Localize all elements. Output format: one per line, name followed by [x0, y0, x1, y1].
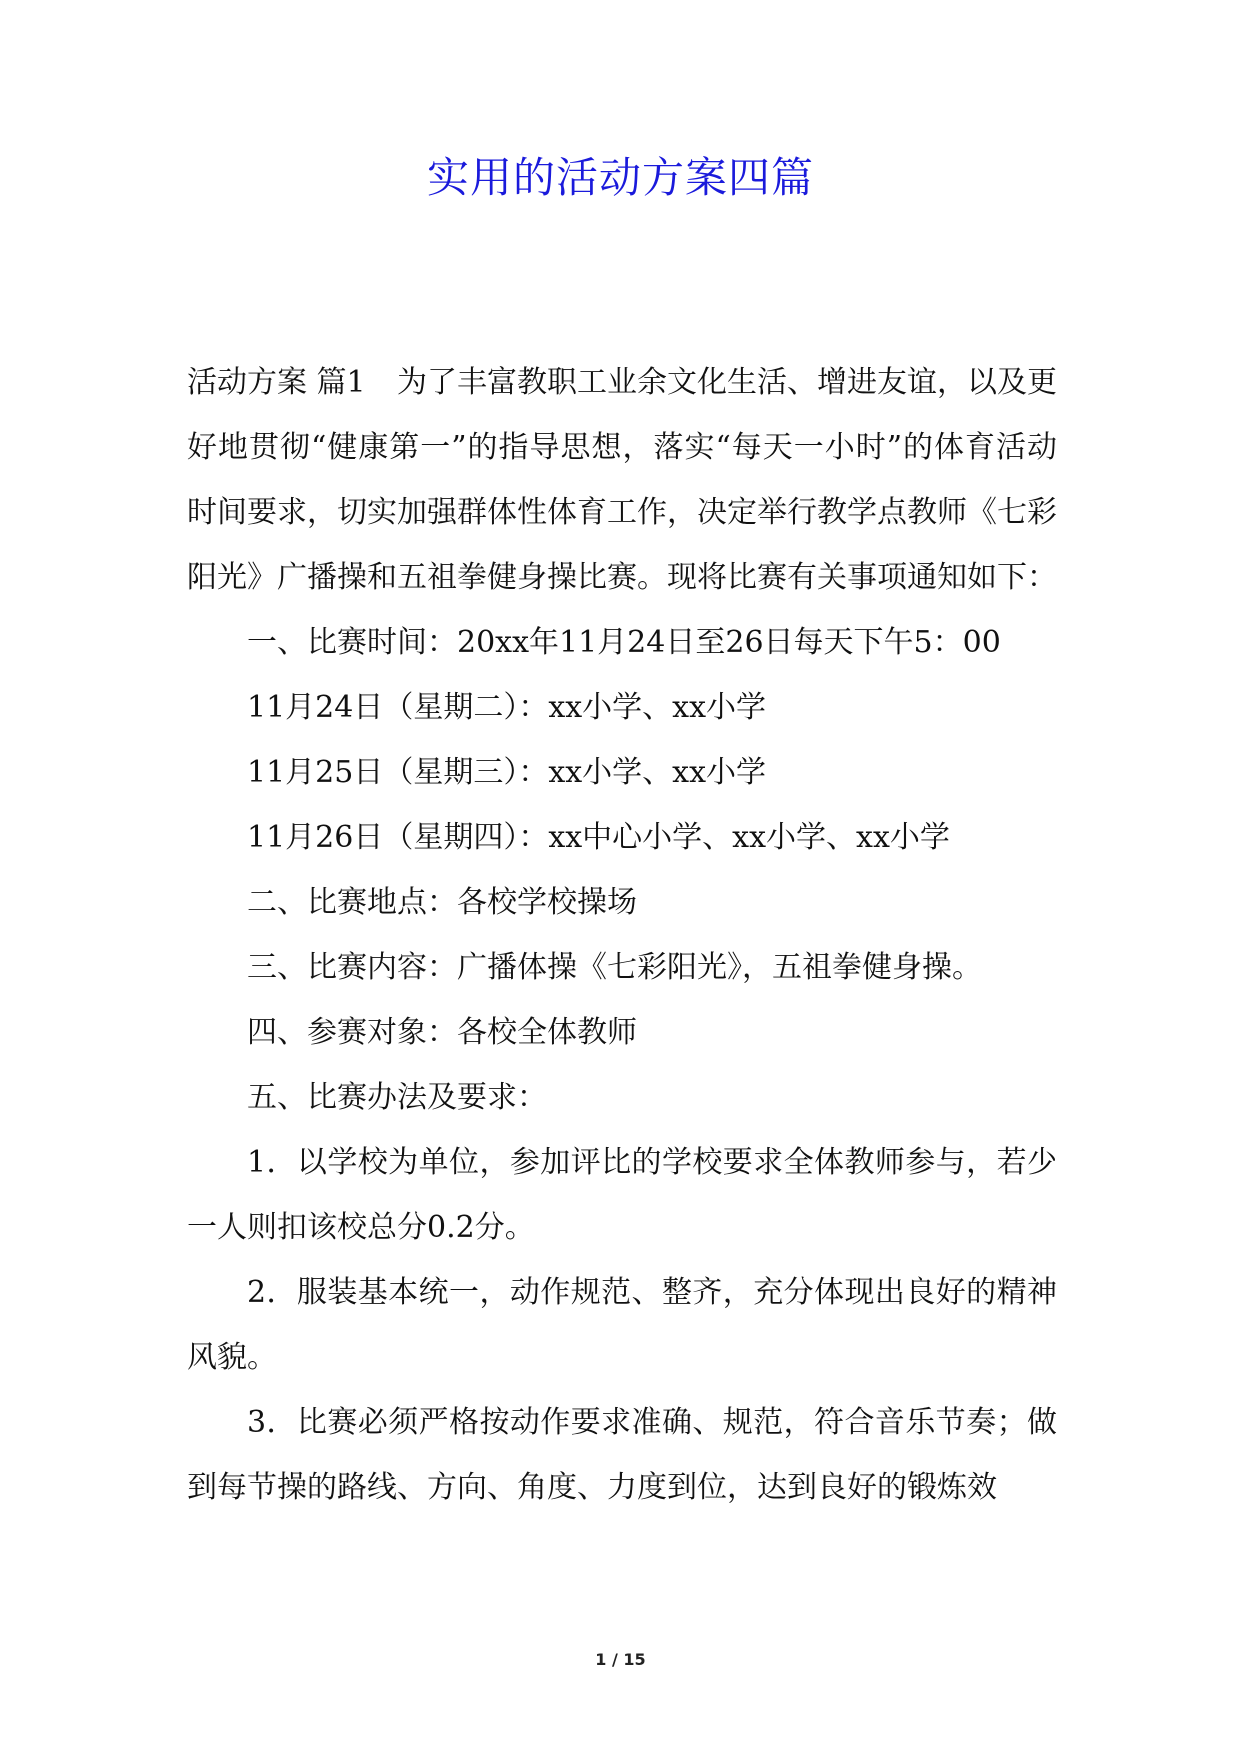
paragraph-rules-heading: 五、比赛办法及要求：: [247, 1080, 547, 1115]
paragraph-rule-1: 1．以学校为单位，参加评比的学校要求全体教师参与，若少一人则扣该校总分0.2分。: [187, 1145, 1057, 1245]
document-title: 实用的活动方案四篇: [426, 153, 814, 202]
paragraph-participants: 四、参赛对象：各校全体教师: [247, 1015, 637, 1050]
section-label: 活动方案 篇1: [187, 365, 366, 400]
page-number: 1 / 15: [595, 1650, 646, 1669]
paragraph-schedule-2: 11月25日（星期三）：xx小学、xx小学: [247, 755, 767, 790]
paragraph-rule-3: 3．比赛必须严格按动作要求准确、规范，符合音乐节奏；做到每节操的路线、方向、角度、力度到位，达到良好的锻炼效: [187, 1405, 1057, 1505]
intro-text: 为了丰富教职工业余文化生活、增进友谊，以及更好地贯彻“健康第一”的指导思想，落实“每天一小时”的体育活动时间要求，切实加强群体性体育工作，决定举行教学点教师《七彩阳光》广播操和五祖拳健身操比赛。现将比赛有关事项通知如下：: [187, 365, 1057, 595]
paragraph-location: 二、比赛地点：各校学校操场: [247, 885, 637, 920]
paragraph-schedule-1: 11月24日（星期二）：xx小学、xx小学: [247, 690, 767, 725]
paragraph-content: 三、比赛内容：广播体操《七彩阳光》，五祖拳健身操。: [247, 950, 982, 985]
intro-paragraph: [187, 350, 1057, 610]
paragraph-time: 一、比赛时间：20xx年11月24日至26日每天下午5：00: [247, 625, 1001, 660]
paragraph-rule-2: 2．服装基本统一，动作规范、整齐，充分体现出良好的精神风貌。: [187, 1275, 1057, 1375]
paragraph-schedule-3: 11月26日（星期四）：xx中心小学、xx小学、xx小学: [247, 820, 950, 855]
document-body: [187, 350, 1057, 1520]
